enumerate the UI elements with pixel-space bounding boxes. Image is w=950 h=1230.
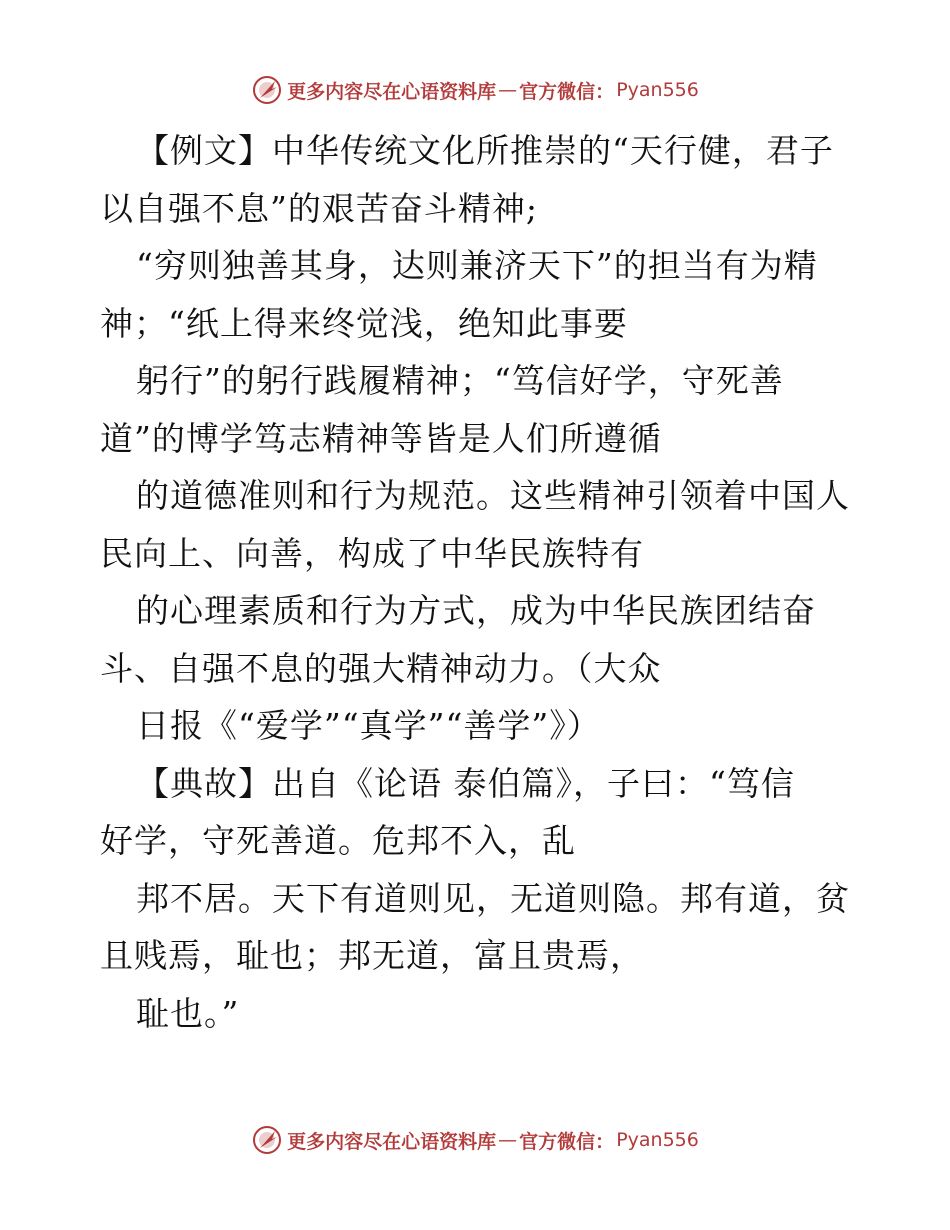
text-line: 且贱焉，耻也；邦无道，富且贵焉，	[100, 936, 644, 975]
document-body	[100, 122, 860, 1042]
text-line: 的道德准则和行为规范。这些精神引领着中国人	[136, 476, 850, 515]
footer-watermark-banner	[0, 1120, 950, 1160]
feather-circle-logo-icon	[251, 74, 283, 106]
banner-wechat-id: Pyan556	[616, 1129, 699, 1151]
text-line: 斗、自强不息的强大精神动力。（大众	[100, 648, 662, 688]
text-line: 的心理素质和行为方式，成为中华民族团结奋	[136, 591, 816, 630]
text-line: 耻也。”	[136, 993, 240, 1033]
text-line: 以自强不息”的艰苦奋斗精神;	[100, 188, 538, 228]
text-line: 好学，守死善道。危邦不入，乱	[100, 821, 576, 860]
banner-separator: —	[498, 79, 518, 101]
text-line: “穷则独善其身，达则兼济天下”的担当有为精	[136, 246, 818, 285]
banner-wechat-id: Pyan556	[616, 79, 699, 101]
text-line: 民向上、向善，构成了中华民族特有	[100, 533, 644, 573]
text-line: 神；“纸上得来终觉浅，绝知此事要	[100, 303, 628, 343]
banner-wechat-label: 官方微信：	[519, 80, 615, 103]
banner-main-text: 更多内容尽在心语资料库	[287, 1130, 497, 1153]
header-watermark-banner	[0, 70, 950, 110]
text-line: 躬行”的躬行践履精神；“笃信好学，守死善	[136, 361, 784, 400]
text-line: 日报《“爱学”“真学”“善学”》）	[136, 706, 601, 745]
text-line: 【典故】出自《论语 泰伯篇》，子曰：“笃信	[136, 763, 795, 803]
text-line: 邦不居。天下有道则见，无道则隐。邦有道，贫	[136, 878, 850, 918]
text-line: 【例文】中华传统文化所推崇的“天行健，君子	[136, 131, 834, 170]
banner-separator: —	[498, 1129, 518, 1151]
banner-wechat-label: 官方微信：	[519, 1130, 615, 1153]
feather-circle-logo-icon	[251, 1124, 283, 1156]
text-line: 道”的博学笃志精神等皆是人们所遵循	[100, 418, 662, 458]
banner-main-text: 更多内容尽在心语资料库	[287, 80, 497, 103]
